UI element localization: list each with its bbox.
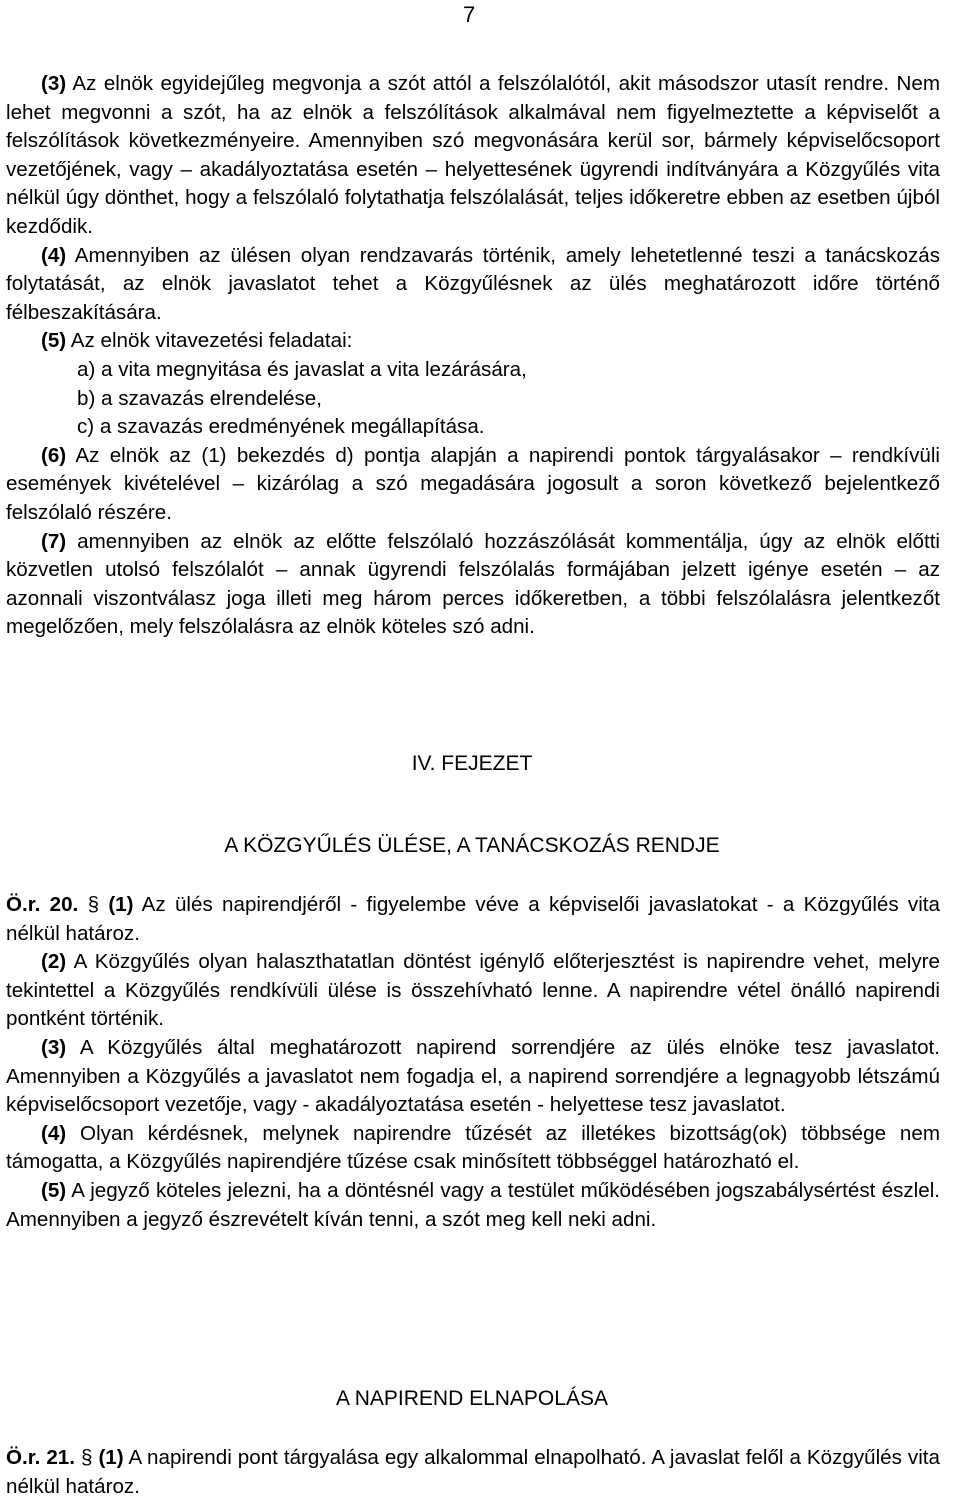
- chapter-title: A KÖZGYŰLÉS ÜLÉSE, A TANÁCSKOZÁS RENDJE: [224, 834, 720, 857]
- paragraph-number: (6): [41, 443, 67, 467]
- section-20-paragraph-2: [6, 948, 940, 1034]
- paragraph-number: (4): [41, 1121, 67, 1145]
- list-item: a) a vita megnyitása és javaslat a vita lezárására,: [77, 357, 527, 381]
- paragraph-number: (7): [41, 529, 67, 553]
- paragraph-number: (5): [41, 329, 67, 353]
- section-20-paragraph-4: [6, 1120, 940, 1177]
- paragraph-text: amennyiben az elnök az előtte felszólaló hozzászólását kommentálja, úgy az elnök előtti közvetlen utolsó felszólalót – annak ügyrendi felszólalás formájában jelzett igénye esetén – az azonnali viszontválasz joga illeti meg három perces időkeretben, a többi felszólalásra jelentkezőt megelőzően, mely felszólalásra az elnök köteles szó adni.: [6, 529, 940, 639]
- paragraph-text: A napirendi pont tárgyalása egy alkalommal elnapolható. A javaslat felől a Közgyűlés vita nélkül határoz.: [6, 1446, 940, 1498]
- section-label: Ö.r. 21.: [6, 1446, 75, 1469]
- paragraph-text: Az ülés napirendjéről - figyelembe véve a képviselői javaslatokat - a Közgyűlés vita nélkül határoz.: [6, 893, 940, 945]
- section-sign: §: [80, 1446, 93, 1469]
- paragraph-5: [6, 327, 940, 356]
- list-item: b) a szavazás elrendelése,: [77, 386, 322, 410]
- paragraph-text: Az elnök az (1) bekezdés d) pontja alapján a napirendi pontok tárgyalásakor – rendkívüli események kivételével – kizárólag a szó megadására jogosult a soron következő bejelentkező felszólaló részére.: [6, 443, 940, 524]
- paragraph-3: [6, 70, 940, 242]
- paragraph-text: A Közgyűlés által meghatározott napirend sorrendjére az ülés elnöke tesz javaslatot. Amennyiben a Közgyűlés a javaslatot nem fogadja el, a napirend sorrendjére a legnagyobb létszámú képviselőcsoport vezetője, vagy - akadályoztatása esetén - helyettese tesz javaslatot.: [6, 1035, 940, 1117]
- paragraph-number: (1): [98, 1446, 124, 1469]
- page-number: 7: [463, 2, 476, 27]
- chapter-heading: IV. FEJEZET: [411, 752, 533, 775]
- section-21-paragraph-1: [6, 1444, 940, 1501]
- task-list: [6, 356, 940, 442]
- paragraph-text: Olyan kérdésnek, melynek napirendre tűzését az illetékes bizottság(ok) többsége nem támogatta, a Közgyűlés napirendjére tűzése csak minősített többséggel határozható el.: [6, 1121, 940, 1174]
- subheading: A NAPIREND ELNAPOLÁSA: [336, 1387, 608, 1410]
- paragraph-6: [6, 442, 940, 528]
- section-21: [6, 1444, 940, 1501]
- paragraph-7: [6, 528, 940, 642]
- paragraph-text: Az elnök vitavezetési feladatai:: [66, 329, 353, 353]
- section-20-paragraph-1: [6, 891, 940, 948]
- list-item: c) a szavazás eredményének megállapítása.: [77, 415, 485, 439]
- paragraph-text: A Közgyűlés olyan halaszthatatlan döntést igénylő előterjesztést is napirendre vehet, melyre tekintettel a Közgyűlés rendkívüli ülése is összehívható lenne. A napirendre vétel önálló napirendi pontként történik.: [6, 950, 940, 1031]
- paragraph-number: (3): [41, 1035, 67, 1059]
- paragraph-4: [6, 242, 940, 328]
- paragraph-number: (5): [41, 1178, 67, 1202]
- section-sign: §: [87, 893, 100, 916]
- section-label: Ö.r. 20.: [6, 893, 79, 916]
- section-20: [6, 891, 940, 1234]
- section-20-paragraph-3: [6, 1034, 940, 1120]
- section-paragraphs-top: [6, 70, 940, 642]
- paragraph-text: Az elnök egyidejűleg megvonja a szót attól a felszólalótól, akit másodszor utasít rendre. Nem lehet megvonni a szót, ha az elnök a felszólítások alkalmával nem figyelmeztette a képviselőt a felszólítások következményeire. Amennyiben szó megvonására kerül sor, bármely képviselőcsoport vezetőjének, vagy – akadályoztatása esetén – helyettesének ügyrendi indítványára a Közgyűlés vita nélkül úgy dönthet, hogy a felszólaló folytathatja felszólalását, teljes időkeretre ebben az esetben újból kezdődik.: [6, 72, 940, 238]
- paragraph-number: (3): [41, 72, 67, 95]
- paragraph-number: (1): [108, 893, 134, 916]
- paragraph-text: A jegyző köteles jelezni, ha a döntésnél vagy a testület működésében jogszabálysértést észlel. Amennyiben a jegyző észrevételt kíván tenni, a szót meg kell neki adni.: [6, 1178, 940, 1231]
- paragraph-text: Amennyiben az ülésen olyan rendzavarás történik, amely lehetetlenné teszi a tanácskozás folytatását, az elnök javaslatot tehet a Közgyűlésnek az ülés meghatározott időre történő félbeszakítására.: [6, 243, 940, 324]
- section-20-paragraph-5: [6, 1177, 940, 1234]
- paragraph-number: (4): [41, 243, 67, 267]
- paragraph-number: (2): [41, 950, 67, 974]
